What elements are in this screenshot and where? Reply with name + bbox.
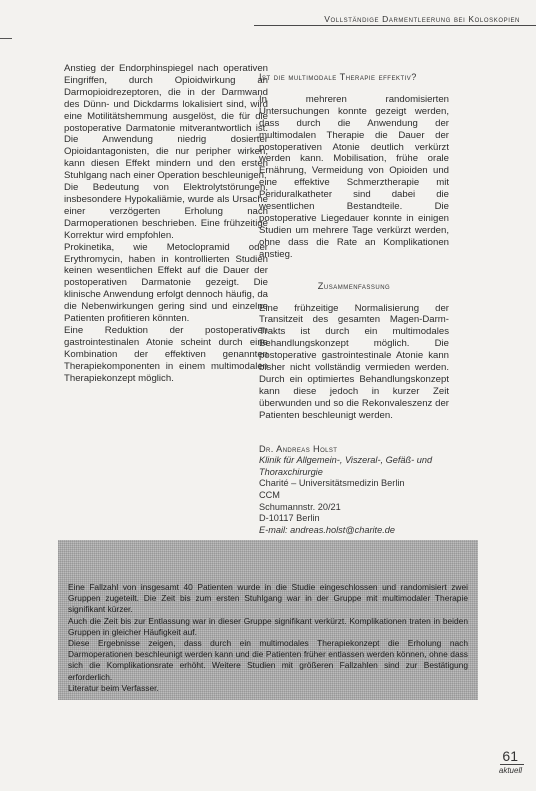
left-column xyxy=(64,63,268,384)
section-heading-therapy: Ist die multimodale Therapie effektiv? xyxy=(259,72,417,82)
left-paragraph-2: Die Bedeutung von Elektrolytstörungen, insbesondere Hypokaliämie, wurde als Ursache einer verzögerten Erholung nach Darmoperationen beschrieben. Eine frühzeitige Korrektur wird empfohlen. xyxy=(64,182,268,241)
author-dept-2: Thoraxchirurgie xyxy=(259,466,323,477)
author-institution: Charité – Universitätsmedizin Berlin xyxy=(259,478,405,489)
section-text-therapy: In mehreren randomisierten Untersuchungen konnte gezeigt werden, dass durch die Anwendung der multimodalen Therapie die Dauer der postoperativen Atonie deutlich verkürzt werden kann. Mobilisation, frühe orale Ernährung, Vermeidung von Opioiden und eine effektive Schmerztherapie mit Periduralkatheter sind dabei die wesentlichen Bestandteile. Die postoperative Liegedauer konnte in einigen Studien um mehrere Tage verkürzt werden, ohne dass die Rate an Komplikationen anstieg. xyxy=(259,93,449,260)
section-text-summary: Eine frühzeitige Normalisierung der Transitzeit des gesamten Magen-Darm-Trakts ist durch ein multimodales Behandlungskonzept möglich. Die postoperative gastrointestinale Atonie kann bisher nicht vollständig vermieden werden. Durch ein optimiertes Behandlungskonzept kann diese jedoch in kurzer Zeit überwunden und so die Rekonvaleszenz der Patienten beschleunigt werden. xyxy=(259,302,449,421)
page-number: 61 xyxy=(502,748,518,764)
header-left-rule xyxy=(0,38,12,39)
footnote-line-2: Auch die Zeit bis zur Entlassung war in dieser Gruppe signifikant verkürzt. Komplikationen traten in beiden Gruppen in gleicher Häufigkeit auf. xyxy=(68,615,468,637)
header-rule xyxy=(254,25,536,26)
journal-brand: aktuell xyxy=(498,766,522,775)
footer-rule xyxy=(500,764,524,765)
footnote-line-1: Eine Fallzahl von insgesamt 40 Patienten wurde in die Studie eingeschlossen und randomisiert zwei Gruppen zugeteilt. Die Zeit bis zum ersten Stuhlgang war in der Gruppe mit multimodaler Therapie signifikant kürzer. xyxy=(68,582,468,615)
section-heading-summary: Zusammenfassung xyxy=(317,280,391,291)
right-column xyxy=(259,72,449,536)
author-block xyxy=(259,444,449,537)
running-header: Vollständige Darmentleerung bei Koloskopien xyxy=(324,14,520,24)
footnote-line-4: Literatur beim Verfasser. xyxy=(68,682,159,693)
author-street: Schumannstr. 20/21 xyxy=(259,501,341,512)
author-dept-1: Klinik für Allgemein-, Viszeral-, Gefäß- und xyxy=(259,455,433,466)
footnote-text xyxy=(68,582,468,694)
left-paragraph-3: Prokinetika, wie Metoclopramid oder Erythromycin, haben in kontrollierten Studien keinen wesentlichen Effekt auf die Dauer der postoperativen Darmatonie gezeigt. Die klinische Anwendung erfolgt dennoch häufig, da die Nebenwirkungen gering sind und einzelne Patienten profitieren könnten. xyxy=(64,241,268,325)
footnote-box xyxy=(58,540,478,700)
author-name: Dr. Andreas Holst xyxy=(259,443,338,454)
author-campus: CCM xyxy=(259,489,280,500)
left-paragraph-1: Anstieg der Endorphinspiegel nach operativen Eingriffen, durch Opioidwirkung an Darmopioidrezeptoren, die in der Darmwand des Dünn- und Dickdarms lokalisiert sind, wird eine Motilitätshemmung ausgelöst, die für die postoperative Darmatonie mitverantwortlich ist. Die Anwendung niedrig dosierter Opioidantagonisten, die nur peripher wirken, kann diesen Effekt mindern und den ersten Stuhlgang nach einer Operation beschleunigen. xyxy=(64,63,268,182)
author-email: E-mail: andreas.holst@charite.de xyxy=(259,524,395,535)
left-paragraph-4: Eine Reduktion der postoperativen gastrointestinalen Atonie scheint durch eine Kombination der effektiven genannten Therapiekomponenten in einem multimodalen Therapiekonzept möglich. xyxy=(64,324,268,384)
footnote-line-3: Diese Ergebnisse zeigen, dass durch ein multimodales Therapiekonzept die Erholung nach Darmoperationen beschleunigt werden kann und die Patienten früher entlassen werden können, ohne dass sich die Komplikationsrate erhöht. Weitere Studien mit größeren Fallzahlen sind zur Bestätigung erforderlich. xyxy=(68,638,468,682)
author-city: D-10117 Berlin xyxy=(259,513,320,524)
